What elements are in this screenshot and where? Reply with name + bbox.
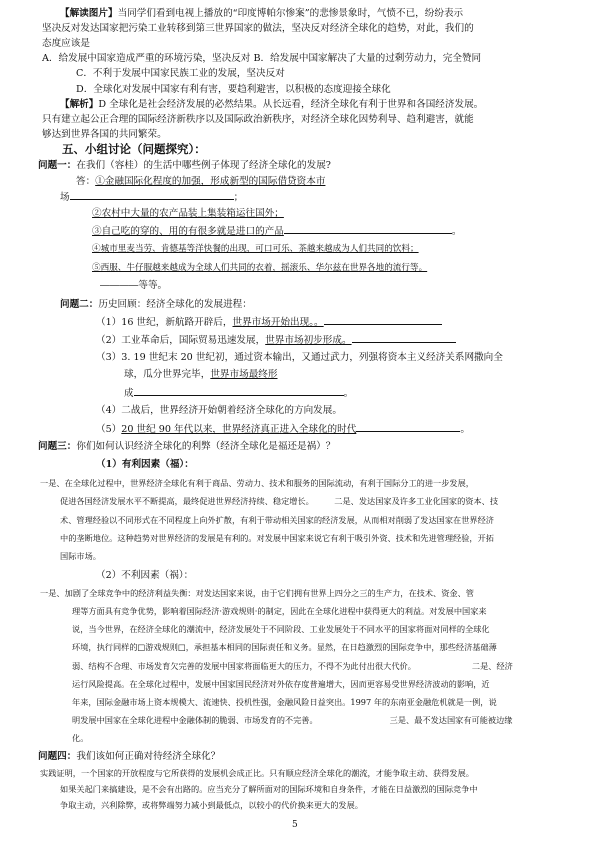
blank-line	[70, 191, 234, 200]
q1-answer-2: ②农村中大量的农产品装上集装箱运往国外；	[92, 208, 284, 219]
option-a-b: A．给发展中国家造成严重的环境污染，坚决反对 B．给发展中国家解决了大量的过剩劳动力，完全赞同	[42, 53, 482, 64]
analysis-line-1: 【解析】D 全球化是社会经济发展的必然结果。从长远看，经济全球化有利于世界和各国经济发展。	[60, 99, 484, 110]
section-title: 五、小组讨论（问题探究）：	[62, 142, 206, 156]
q1-answer-3: ③自己吃的穿的、用的有很多就是进口的产品 。	[92, 226, 462, 237]
question-4: 问题四：我们该如何正确对待经济全球化？	[38, 751, 221, 762]
unfav-line-3: 说，当今世界，在经济全球化的潮流中，经济发展处于不同阶段、工业发展处于不同水平的国家将面对同样的全球化	[72, 624, 490, 634]
q1-answer-5: ⑤西服、牛仔服越来越成为全球人们共同的衣着，摇滚乐、华尔兹在世界各地的流行等。	[92, 263, 428, 273]
blank-line	[284, 225, 452, 234]
analysis-tag: 【解析】	[60, 99, 99, 110]
question-2: 问题二：历史回顾：经济全球化的发展进程：	[60, 299, 252, 310]
fav-line-2: 促进各国经济发展水平不断提高，最终促进世界经济持续、稳定增长。 二是、发达国家及许多工业化国家的资本、技	[60, 496, 499, 506]
q2-item-3: （3）3. 19 世纪末 20 世纪初，通过资本输出，又通过武力，列强将资本主义经济关系网撒向全	[96, 352, 503, 363]
q2-item-3-end: 成 。	[124, 388, 354, 399]
question-1: 问题一：在我们（容桂）的生活中哪些例子体现了经济全球化的发展?	[38, 160, 331, 171]
q1-answer-1-cont: 场 ；	[60, 192, 244, 203]
image-analysis-paragraph-line-3: 态度应该是	[42, 38, 90, 49]
image-analysis-paragraph-line-2: 坚决反对发达国家把污染工业转移到第三世界国家的做法，坚决反对经济全球化的趋势，对此，我们的	[42, 23, 474, 34]
q4-answer-line-1: 实践证明，一个国家的开放程度与它所获得的发展机会成正比。只有顺应经济全球化的潮流，才能争取主动、获得发展。	[40, 768, 474, 778]
blank-line	[324, 316, 442, 325]
unfav-line-2: 理等方面具有竞争优势，影响着国际经济·游戏规则·的制定，因此在全球化进程中获得更大的利益。对发展中国家来	[72, 606, 487, 616]
q2-item-3-cont: 球，瓜分世界完毕，世界市场最终形	[124, 369, 278, 380]
unfav-line-5: 弱、结构不合理、市场发育欠完善的发展中国家将面临更大的压力，不得不为此付出很大代价。 二是、经济	[72, 661, 513, 671]
page-number: 5	[292, 820, 298, 830]
unfav-line-4: 环境，执行同样的□游戏规则□，承担基本相同的国际责任和义务。显然，在日趋激烈的国际竞争中，那些经济基础薄	[72, 642, 497, 652]
unfav-line-1: 一是、加剧了全球竞争中的经济利益失衡：对发达国家来说，由于它们拥有世界上四分之三的生产力，在技术、资金、管	[40, 588, 474, 598]
q1-etc: ――――等等。	[100, 280, 168, 291]
image-analysis-tag: 【解读图片】	[60, 8, 118, 19]
fav-line-5: 国际市场。	[60, 551, 101, 561]
question-3: 问题三：你们如何认识经济全球化的利弊（经济全球化是福还是祸）？	[38, 441, 336, 452]
blank-line	[134, 387, 344, 396]
blank-line	[356, 423, 460, 432]
option-c: C．不利于发展中国家民族工业的发展，坚决反对	[76, 68, 285, 79]
unfav-line-8: 明发展中国家在全球化进程中金融体制的脆弱、市场发育的不完善。 三是、最不发达国家有可能被边缘	[72, 715, 513, 725]
unfav-line-9: 化。	[72, 733, 89, 743]
option-d: D．全球化对发展中国家有利有害，要趋利避害，以积极的态度迎接全球化	[76, 84, 391, 95]
q1-answer-4: ④城市里麦当劳、肯德基等洋快餐的出现，可口可乐、茶越来越成为人们共同的饮料；	[92, 244, 419, 254]
q2-item-1: （1）16 世纪，新航路开辟后，世界市场开始出现。。	[96, 316, 442, 329]
unfav-line-6: 运行风险提高。在全球化过程中，发展中国家国民经济对外依存度普遍增大，因而更容易受世界经济波动的影响，近	[72, 679, 490, 689]
q4-answer-line-2: 如果关起门来搞建设，是不会有出路的。应当充分了解所面对的国际环境和自身条件，才能在日益激烈的国际竞争中	[60, 784, 478, 794]
fav-line-3: 术、管理经验以不同形式在不同程度上向外扩散，有利于带动相关国家的经济发展，从而相对削弱了发达国家在世界经济	[60, 515, 494, 525]
q2-item-4: （4）二战后，世界经济开始朝着经济全球化的方向发展。	[96, 405, 342, 416]
q1-answer-1: 答：①金融国际化程度的加强，形成新型的国际借贷资本市	[76, 176, 326, 187]
analysis-line-3: 够达到世界各国的共同繁荣。	[42, 129, 167, 140]
q2-item-5: （5）20 世纪 90 年代以来，世界经济真正进入全球化的时代 。	[96, 424, 470, 435]
unfav-line-7: 年来，国际金融市场上资本规模大、流速快、投机性强，金融风险日益突出。1997 年的东南亚金融危机就是一例，说	[72, 697, 497, 707]
favorable-factors-title: （1）有利因素（福）：	[96, 459, 194, 470]
fav-line-1: 一是、在全球化过程中，世界经济全球化有利于商品、劳动力、技术和服务的国际流动，有利于国际分工的进一步发展，	[40, 478, 474, 488]
q2-item-2: （2）工业革命后，国际贸易迅速发展，世界市场初步形成。	[96, 334, 456, 347]
image-analysis-paragraph-line-1: 【解读图片】当同学们看到电视上播放的“印度博帕尔惨案”的悲惨景象时，气愤不已，纷纷表示	[60, 8, 464, 19]
unfavorable-factors-title: （2）不利因素（祸）：	[96, 570, 194, 581]
fav-line-4: 中的垄断地位。这种趋势对世界经济的发展是有利的。对发展中国家来说它有利于吸引外资、技术和先进管理经验，开拓	[60, 533, 494, 543]
blank-line	[352, 334, 456, 343]
q4-answer-line-3: 争取主动，兴利除弊，或将弊端努力减小到最低点，以较小的代价换来更大的发展。	[60, 800, 363, 810]
analysis-line-2: 只有建立起公正合理的国际经济新秩序以及国际政治新秩序，对经济全球化因势利导、趋利避害，就能	[42, 114, 474, 125]
